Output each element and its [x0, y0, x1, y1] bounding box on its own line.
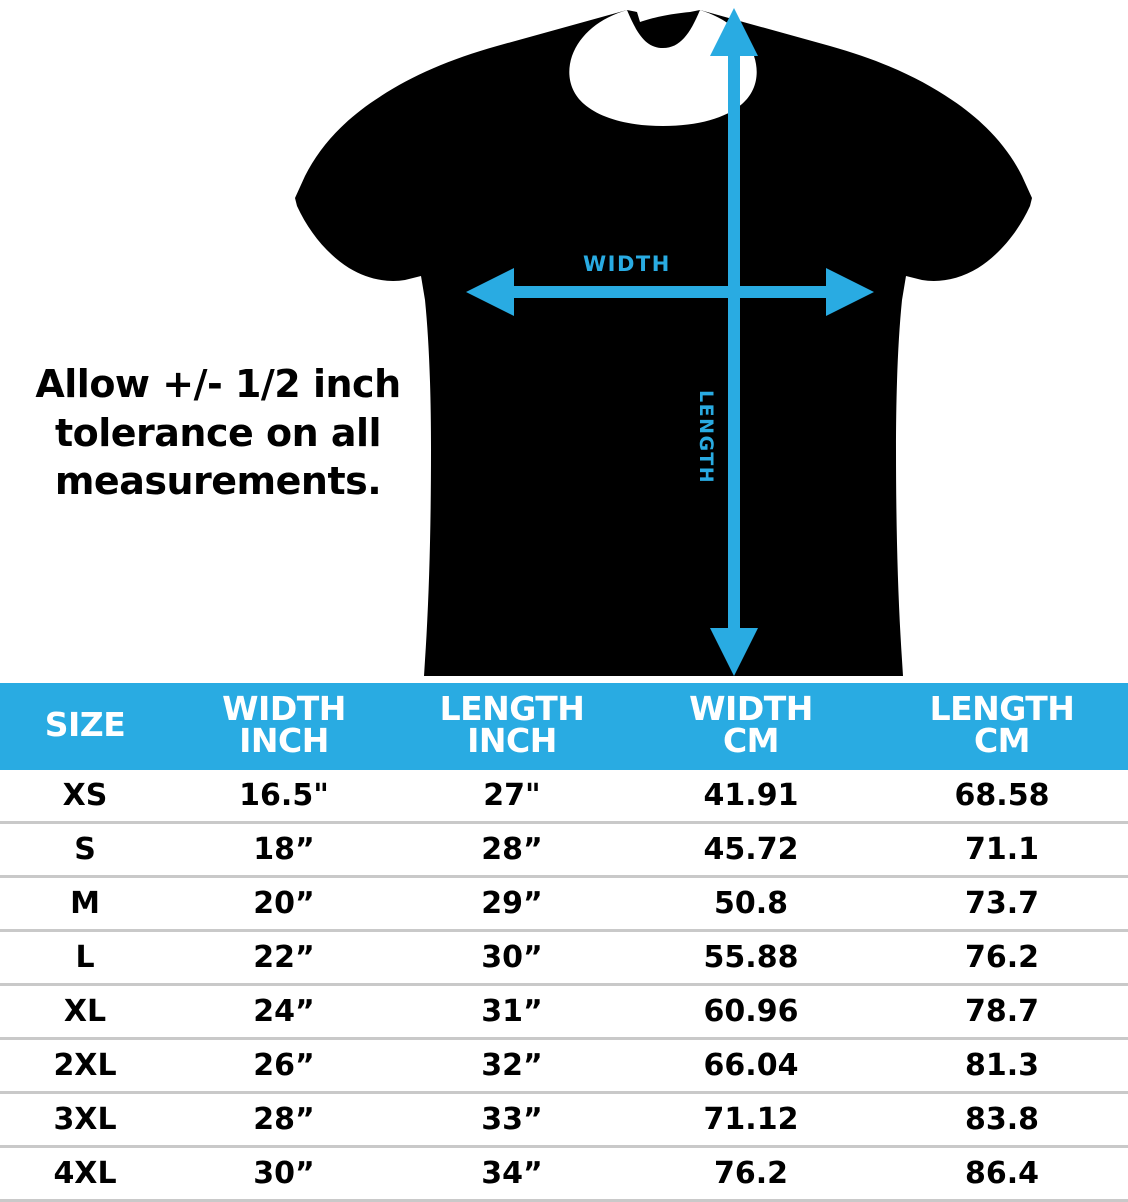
- cell-length-cm: 71.1: [876, 822, 1128, 876]
- column-header-width-inch: [170, 683, 398, 770]
- cell-width-cm: 55.88: [626, 930, 876, 984]
- column-header-length-inch: [398, 683, 626, 770]
- length-arrow-label: LENGTH: [695, 390, 717, 485]
- cell-width-inch: 24”: [170, 984, 398, 1038]
- cell-length-cm: 78.7: [876, 984, 1128, 1038]
- cell-size: 3XL: [0, 1092, 170, 1146]
- column-header-length-cm-line1: LENGTH: [929, 689, 1075, 728]
- column-header-width-inch-line1: WIDTH: [222, 689, 346, 728]
- cell-length-inch: 34”: [398, 1146, 626, 1200]
- cell-width-inch: 16.5": [170, 770, 398, 823]
- cell-length-inch: 27": [398, 770, 626, 823]
- cell-length-cm: 86.4: [876, 1146, 1128, 1200]
- cell-width-cm: 45.72: [626, 822, 876, 876]
- cell-length-inch: 32”: [398, 1038, 626, 1092]
- cell-length-inch: 30”: [398, 930, 626, 984]
- cell-size: 2XL: [0, 1038, 170, 1092]
- cell-width-inch: 26”: [170, 1038, 398, 1092]
- cell-size: S: [0, 822, 170, 876]
- cell-width-inch: 30”: [170, 1146, 398, 1200]
- column-header-width-cm-line1: WIDTH: [689, 689, 813, 728]
- cell-width-cm: 76.2: [626, 1146, 876, 1200]
- table-row: [0, 770, 1128, 823]
- table-row: [0, 1092, 1128, 1146]
- cell-length-inch: 28”: [398, 822, 626, 876]
- width-arrow-label: WIDTH: [583, 252, 671, 276]
- column-header-length-inch-line2: INCH: [467, 721, 557, 761]
- tolerance-note: Allow +/- 1/2 inch tolerance on all measurements.: [35, 362, 401, 504]
- cell-size: XS: [0, 770, 170, 823]
- cell-width-cm: 71.12: [626, 1092, 876, 1146]
- cell-width-inch: 28”: [170, 1092, 398, 1146]
- table-row: [0, 1038, 1128, 1092]
- column-header-length-inch-line1: LENGTH: [439, 689, 585, 728]
- cell-width-inch: 20”: [170, 876, 398, 930]
- table-row: [0, 876, 1128, 930]
- cell-length-cm: 83.8: [876, 1092, 1128, 1146]
- cell-width-cm: 50.8: [626, 876, 876, 930]
- column-header-size: [0, 683, 170, 770]
- cell-length-inch: 31”: [398, 984, 626, 1038]
- cell-length-inch: 29”: [398, 876, 626, 930]
- column-header-width-inch-line2: INCH: [239, 721, 329, 761]
- cell-length-inch: 33”: [398, 1092, 626, 1146]
- cell-width-inch: 22”: [170, 930, 398, 984]
- cell-length-cm: 68.58: [876, 770, 1128, 823]
- cell-size: 4XL: [0, 1146, 170, 1200]
- cell-width-cm: 60.96: [626, 984, 876, 1038]
- cell-length-cm: 81.3: [876, 1038, 1128, 1092]
- cell-size: XL: [0, 984, 170, 1038]
- cell-length-cm: 73.7: [876, 876, 1128, 930]
- table-row: [0, 1146, 1128, 1200]
- column-header-width-cm-line2: CM: [722, 721, 780, 761]
- column-header-size-line1: SIZE: [44, 705, 126, 745]
- table-row: [0, 984, 1128, 1038]
- cell-width-inch: 18”: [170, 822, 398, 876]
- cell-width-cm: 41.91: [626, 770, 876, 823]
- cell-size: L: [0, 930, 170, 984]
- column-header-length-cm-line2: CM: [973, 721, 1031, 761]
- size-chart-table: [0, 683, 1128, 1202]
- table-header-row: [0, 683, 1128, 770]
- table-row: [0, 822, 1128, 876]
- table-row: [0, 930, 1128, 984]
- cell-length-cm: 76.2: [876, 930, 1128, 984]
- column-header-length-cm: [876, 683, 1128, 770]
- cell-width-cm: 66.04: [626, 1038, 876, 1092]
- cell-size: M: [0, 876, 170, 930]
- column-header-width-cm: [626, 683, 876, 770]
